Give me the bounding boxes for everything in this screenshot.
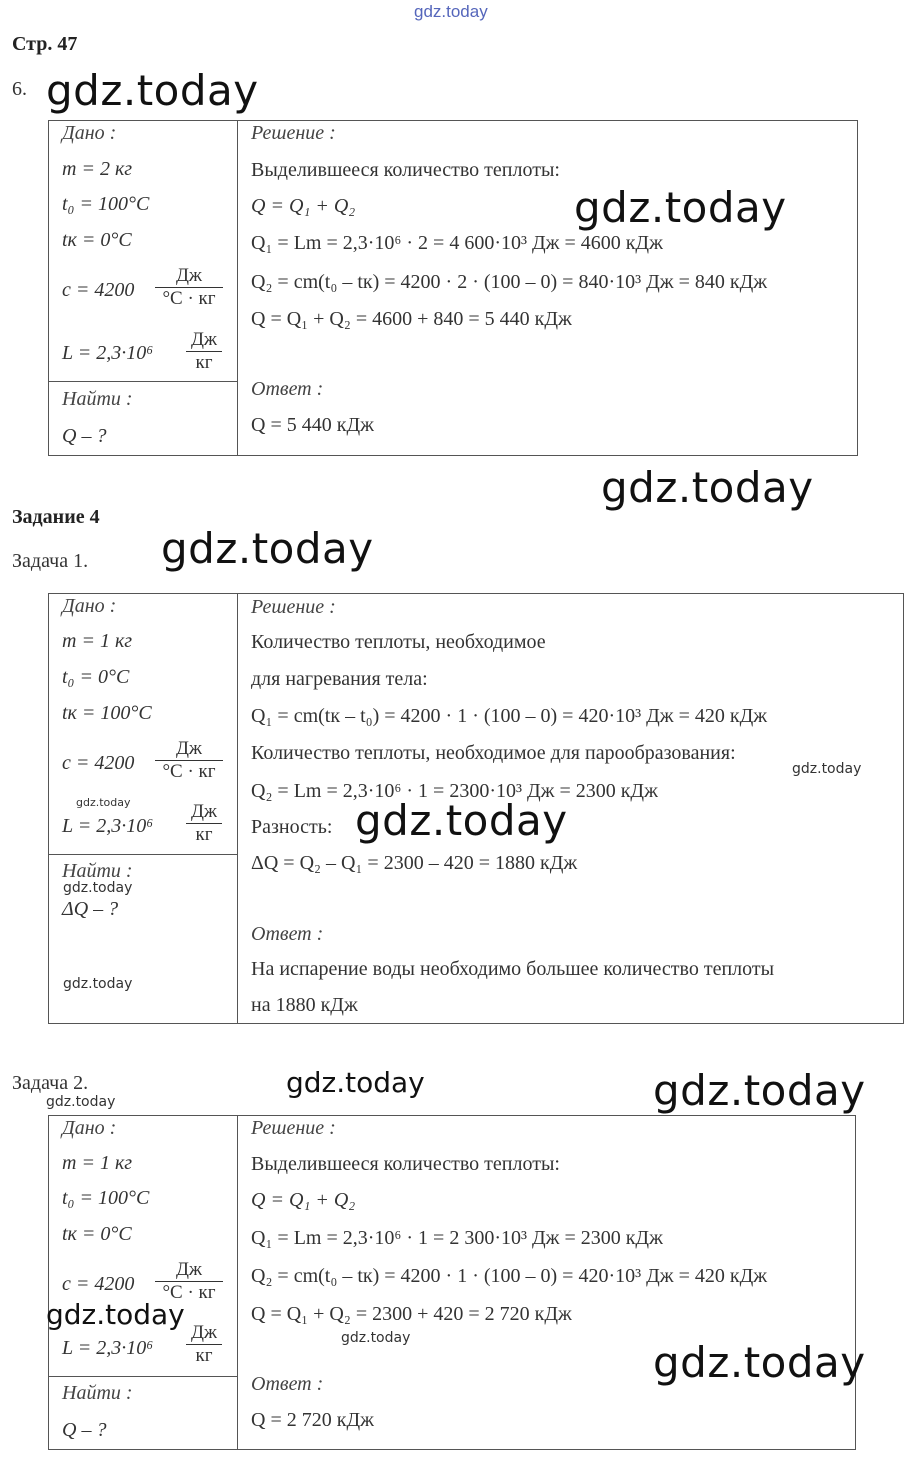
solution-line: Количество теплоты, необходимое [251,631,546,653]
solution-line: Выделившееся количество теплоты: [251,1153,560,1175]
given-mass: m = 1 кг [62,630,133,652]
solution-line: Q = Q₁ + Q₂ [251,195,356,217]
heat-capacity-units [155,265,223,310]
task1-label: Задача 1. [12,550,89,572]
given-mass: m = 1 кг [62,1152,133,1174]
solution-line: Q₁ = cm(tк – t₀) = 4200 · 1 · (100 – 0) = 420·10³ Дж = 420 кДж [251,705,768,727]
given-initial-temp: t₀ = 0°C [62,666,130,688]
solution-line: Q = Q₁ + Q₂ = 4600 + 840 = 5 440 кДж [251,308,572,330]
solution-line: Количество теплоты, необходимое для парообразования: [251,742,736,764]
units-numerator: Дж [155,1259,223,1282]
given-heat-capacity: c = 4200 [62,752,135,774]
solution-line: Q = Q₁ + Q₂ [251,1189,356,1211]
answer-line: На испарение воды необходимо большее количество теплоты [251,958,775,980]
find-value: Q – ? [62,1419,107,1441]
given-mass: m = 2 кг [62,158,133,180]
solution-line: Q₂ = cm(t₀ – tк) = 4200 · 1 · (100 – 0) = 420·10³ Дж = 420 кДж [251,1265,768,1287]
watermark-large: gdz.today [653,1066,866,1115]
watermark-large: gdz.today [601,463,814,512]
watermark-large: gdz.today [355,796,568,845]
given-heat-capacity: c = 4200 [62,279,135,301]
given-title: Дано : [62,595,117,617]
watermark-small: gdz.today [63,880,133,896]
units-numerator: Дж [186,801,222,824]
table-divider [48,381,238,382]
given-initial-temp: t₀ = 100°C [62,193,150,215]
units-denominator: кг [195,1345,213,1366]
watermark-top: gdz.today [414,2,488,21]
answer-value: Q = 5 440 кДж [251,414,374,436]
table-divider [237,593,238,1023]
units-numerator: Дж [155,738,223,761]
latent-heat-units [186,1322,222,1367]
given-title: Дано : [62,122,117,144]
watermark-small: gdz.today [46,1094,116,1110]
units-denominator: кг [195,824,213,845]
units-denominator: кг [195,352,213,373]
units-numerator: Дж [186,329,222,352]
problem6-number: 6. [12,78,27,100]
latent-heat-units [186,329,222,374]
watermark-small: gdz.today [341,1330,411,1346]
find-title: Найти : [62,388,133,410]
watermark-tiny: gdz.today [76,796,131,809]
page-heading: Стр. 47 [12,33,78,55]
given-final-temp: tк = 0°C [62,229,132,251]
table-divider [237,1115,238,1449]
table-divider [48,1376,238,1377]
task2-label: Задача 2. [12,1072,89,1094]
units-numerator: Дж [186,1322,222,1345]
watermark-small: gdz.today [63,976,133,992]
units-numerator: Дж [155,265,223,288]
given-heat-capacity: c = 4200 [62,1273,135,1295]
solution-line: Q = Q₁ + Q₂ = 2300 + 420 = 2 720 кДж [251,1303,572,1325]
solution-title: Решение : [251,596,336,618]
solution-line: для нагревания тела: [251,668,428,690]
watermark-large: gdz.today [46,66,259,115]
watermark-large: gdz.today [161,524,374,573]
solution-line: Разность: [251,816,333,838]
units-denominator: °C · кг [162,761,216,782]
answer-title: Ответ : [251,1373,324,1395]
solution-line: Q₁ = Lm = 2,3·10⁶ · 2 = 4 600·10³ Дж = 4600 кДж [251,232,663,254]
answer-value: Q = 2 720 кДж [251,1409,374,1431]
given-final-temp: tк = 0°C [62,1223,132,1245]
watermark-small: gdz.today [792,761,862,777]
task4-heading: Задание 4 [12,506,100,528]
solution-title: Решение : [251,122,336,144]
find-value: Q – ? [62,425,107,447]
answer-title: Ответ : [251,378,324,400]
table-divider [237,120,238,455]
answer-line: на 1880 кДж [251,994,358,1016]
find-value: ΔQ – ? [62,898,119,920]
given-latent-heat: L = 2,3·10⁶ [62,342,154,364]
units-denominator: °C · кг [162,1282,216,1303]
latent-heat-units [186,801,222,846]
watermark-large: gdz.today [653,1338,866,1387]
heat-capacity-units [155,738,223,783]
watermark-large: gdz.today [574,183,787,232]
find-title: Найти : [62,1382,133,1404]
solution-line: Q₁ = Lm = 2,3·10⁶ · 1 = 2 300·10³ Дж = 2300 кДж [251,1227,663,1249]
table-divider [48,854,238,855]
given-latent-heat: L = 2,3·10⁶ [62,815,154,837]
watermark-medium: gdz.today [286,1066,425,1099]
find-title: Найти : [62,860,133,882]
solution-line: Q₂ = Lm = 2,3·10⁶ · 1 = 2300·10³ Дж = 2300 кДж [251,780,658,802]
solution-title: Решение : [251,1117,336,1139]
given-latent-heat: L = 2,3·10⁶ [62,1337,154,1359]
solution-line: Выделившееся количество теплоты: [251,159,560,181]
units-denominator: °C · кг [162,288,216,309]
solution-line: Q₂ = cm(t₀ – tк) = 4200 · 2 · (100 – 0) = 840·10³ Дж = 840 кДж [251,271,768,293]
given-initial-temp: t₀ = 100°C [62,1187,150,1209]
solution-line: ΔQ = Q₂ – Q₁ = 2300 – 420 = 1880 кДж [251,852,578,874]
given-final-temp: tк = 100°C [62,702,152,724]
answer-title: Ответ : [251,923,324,945]
given-title: Дано : [62,1117,117,1139]
watermark-medium: gdz.today [46,1298,185,1331]
